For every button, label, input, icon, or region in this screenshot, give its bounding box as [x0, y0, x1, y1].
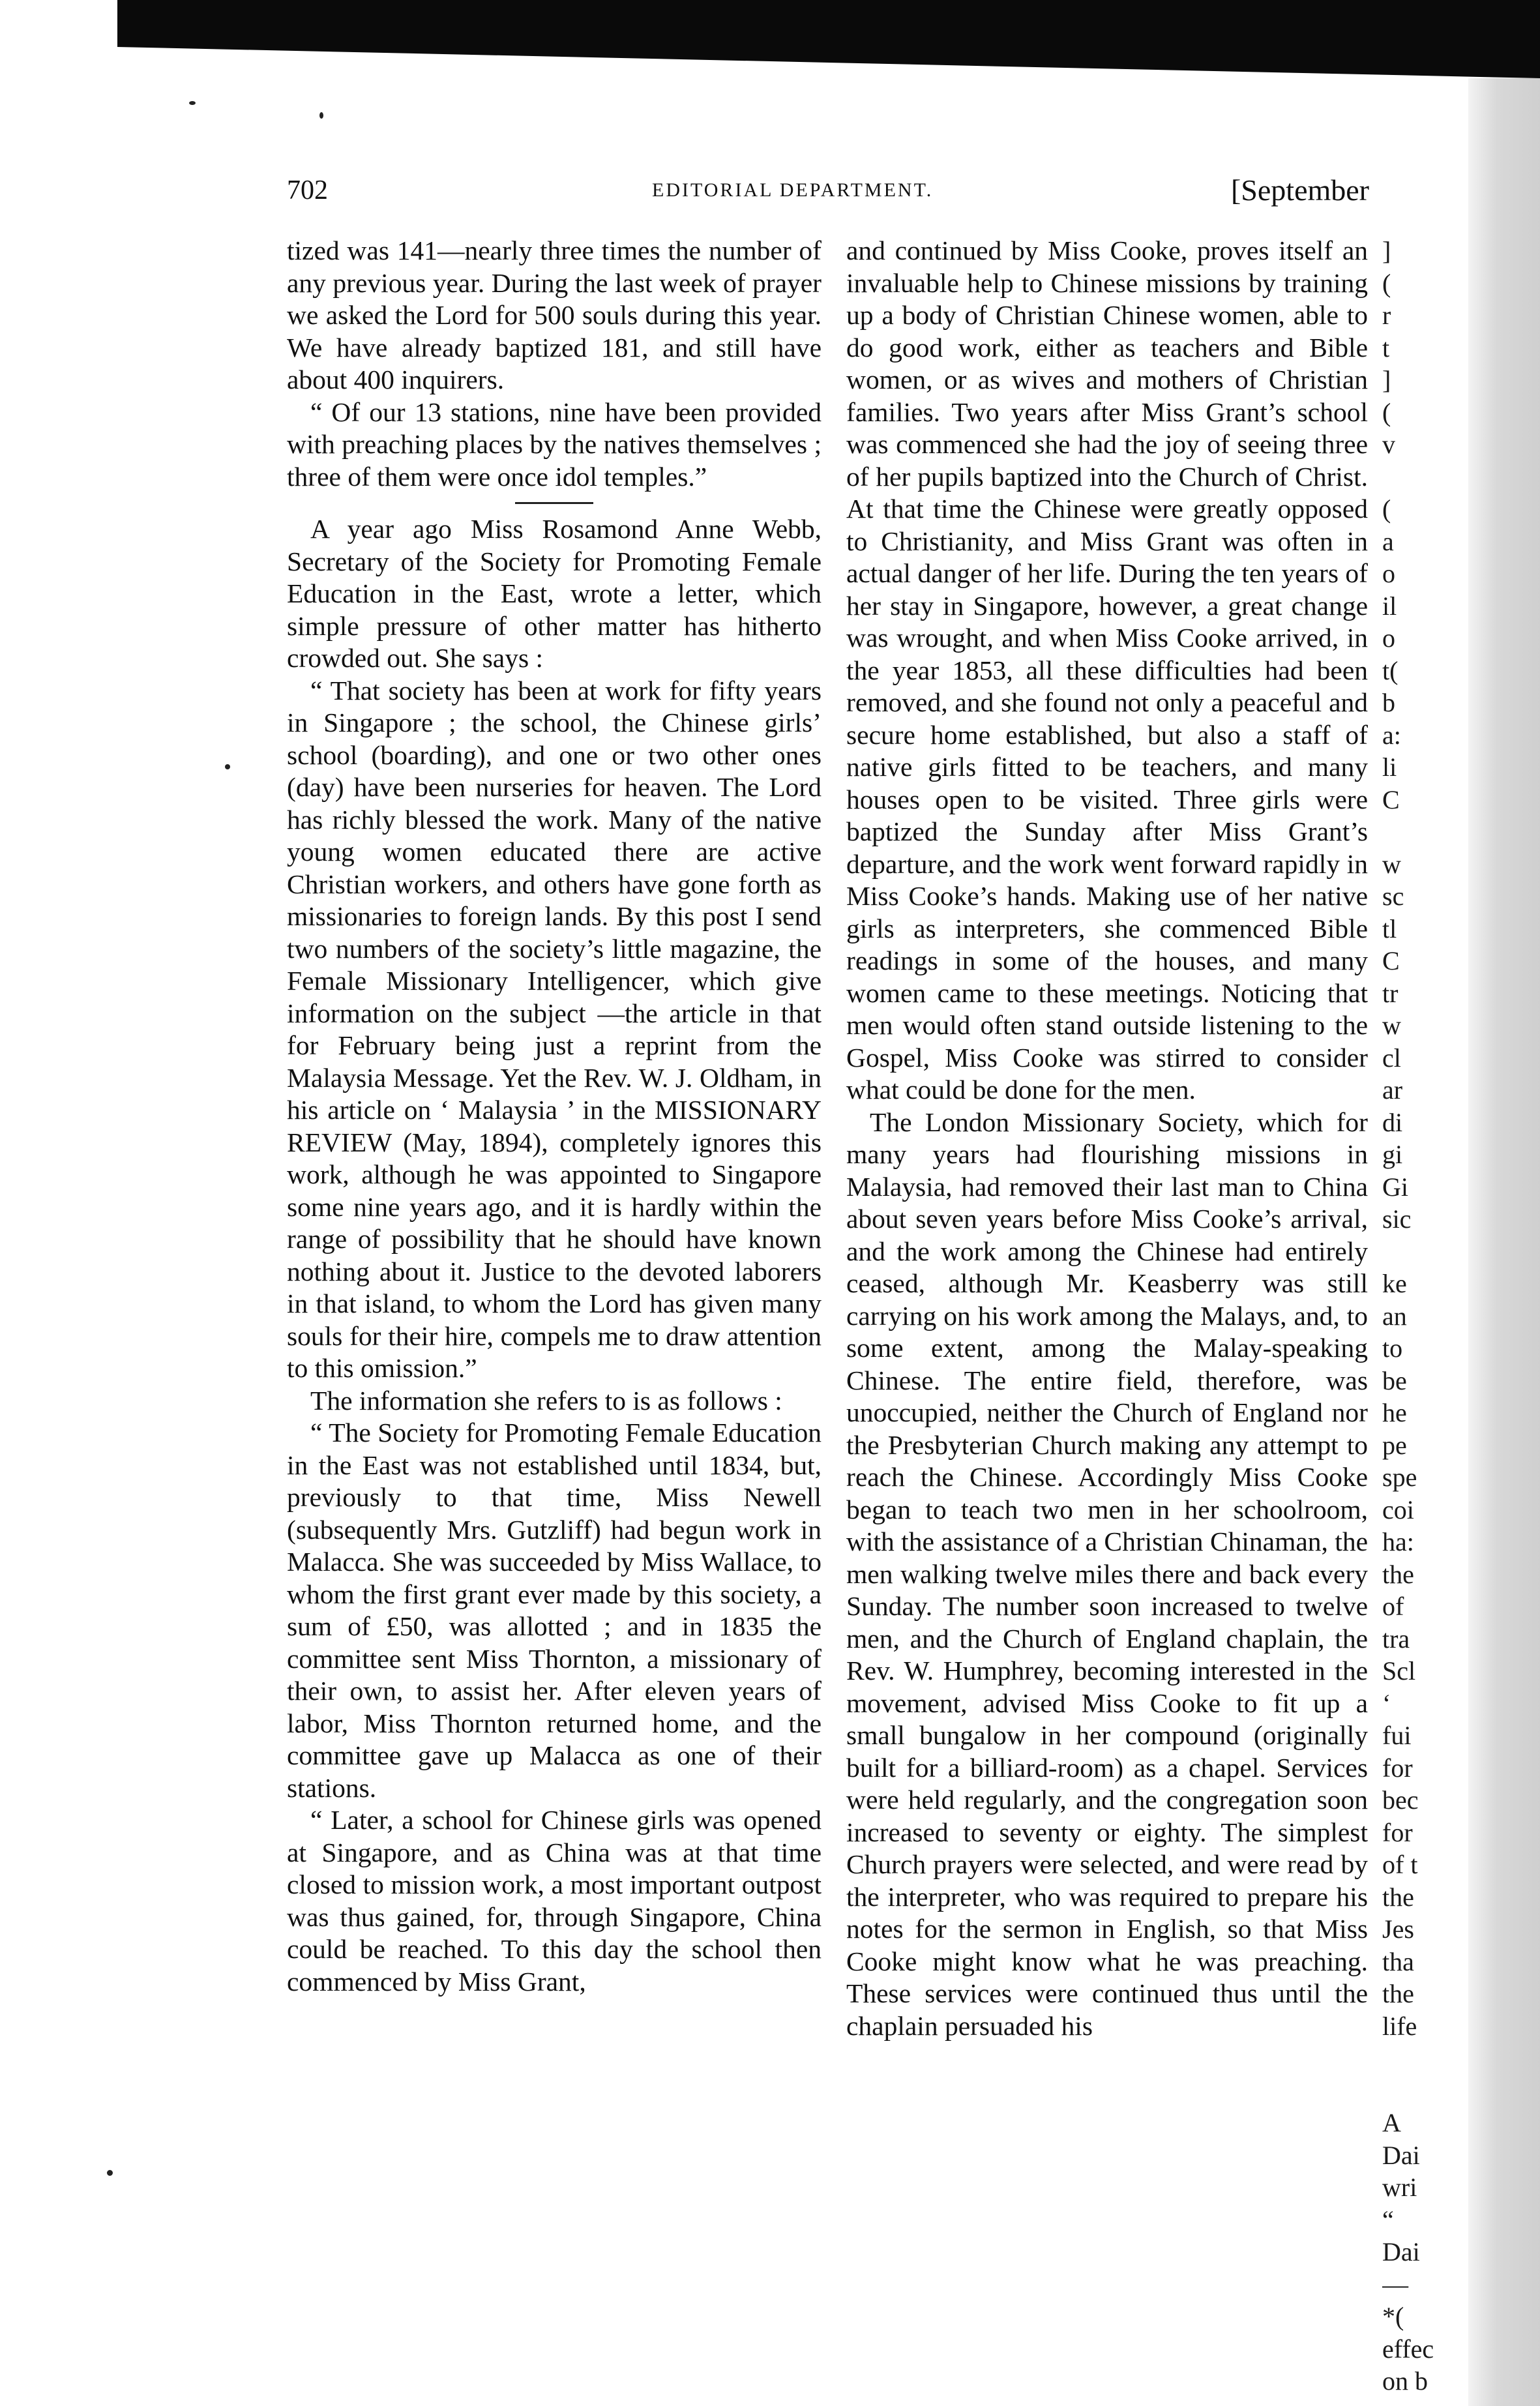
margin-fragment: ke — [1382, 1269, 1407, 1298]
scan-speck — [189, 101, 196, 105]
margin-fragment: the — [1382, 1979, 1414, 2008]
margin-fragment: bec — [1382, 1785, 1419, 1815]
paragraph: The information she refers to is as follows : — [310, 1385, 782, 1416]
margin-fragment: a — [1382, 526, 1394, 556]
margin-fragment: w — [1382, 849, 1401, 879]
margin-fragment: tra — [1382, 1624, 1410, 1654]
paragraph: tized was 141—nearly three times the number of any previous year. During the last week of prayer we asked the Lord for 500 souls during this year. We have already baptized 181, and still have about 400 inquirers. — [287, 235, 822, 394]
margin-fragment: cl — [1382, 1043, 1401, 1073]
facing-page-fragments — [1382, 235, 1460, 2398]
margin-fragment: for — [1382, 1817, 1413, 1847]
margin-fragment: di — [1382, 1107, 1403, 1137]
margin-fragment: w — [1382, 1011, 1401, 1040]
margin-fragment: ar — [1382, 1075, 1403, 1105]
scan-dark-band — [117, 0, 1540, 78]
margin-fragment: — — [1382, 2269, 1408, 2299]
scan-speck — [319, 112, 323, 119]
margin-fragment: Dai — [1382, 2140, 1420, 2170]
margin-fragment: life — [1382, 2011, 1417, 2041]
margin-fragment — [1382, 461, 1460, 494]
margin-fragment: for — [1382, 1753, 1413, 1783]
margin-fragment — [1382, 816, 1460, 848]
margin-fragment: ] — [1382, 236, 1391, 265]
margin-fragment: “ — [1382, 2205, 1394, 2235]
margin-fragment: r — [1382, 301, 1391, 330]
margin-fragment: the — [1382, 1882, 1414, 1912]
margin-fragment: ‘ — [1382, 1688, 1391, 1718]
scan-speck — [107, 2170, 113, 2176]
paragraph: “ The Society for Promoting Female Education in the East was not established until 1834, but, previously to that time, Miss Newell (subsequently Mrs. Gutzliff) had begun work in Malacca. She was succeeded by Miss Wallace, to whom the first grant ever made by this society, a sum of £50, was allotted ; and in 1835 the committee sent Miss Thornton, a missionary of their own, to assist her. After eleven years of labor, Miss Thornton returned home, and the committee gave up Malacca as one of their stations. — [287, 1418, 822, 1803]
margin-fragment: on b — [1382, 2366, 1428, 2396]
right-column — [846, 235, 1368, 2042]
paragraph: “ That society has been at work for fifty years in Singapore ; the school, the Chinese girls’ school (boarding), and one or two other ones (day) have been nurseries for heaven. The Lord has richly blessed the work. Many of the native young women educated there are active Christian workers, and others have gone forth as missionaries to foreign lands. By this post I send two numbers of the society’s little magazine, the Female Missionary Intelligencer, which give information on the subject —the article in that for February being just a reprint from the Malaysia Message. Yet the Rev. W. J. Oldham, in his article on ‘ Malaysia ’ in the MISSIONARY REVIEW (May, 1894), completely ignores this work, although he was appointed to Singapore some nine years ago, and it is hardly within the range of possibility that he should have known nothing about it. Justice to the devoted laborers in that island, to whom the Lord has given many souls for their hire, compels me to draw attention to this omission.” — [287, 675, 822, 1383]
paragraph: “ Of our 13 stations, nine have been provided with preaching places by the natives themselves ; three of them were once idol temples.” — [287, 396, 822, 492]
margin-fragment: ( — [1382, 397, 1391, 427]
page-number: 702 — [287, 175, 328, 205]
facing-page-shadow — [1468, 78, 1540, 2406]
margin-fragment: C — [1382, 946, 1400, 975]
margin-fragment: he — [1382, 1398, 1407, 1427]
margin-fragment: o — [1382, 623, 1395, 653]
margin-fragment: A — [1382, 2108, 1401, 2137]
paragraph: and continued by Miss Cooke, proves itself an invaluable help to Chinese missions by training up a body of Christian Chinese women, able to do good work, either as teachers and Bible women, or as wives and mothers of Christian families. Two years after Miss Grant’s school was commenced she had the joy of seeing three of her pupils baptized into the Church of Christ. At that time the Chinese were greatly opposed to Christianity, and Miss Grant was often in actual danger of her life. During the ten years of her stay in Singapore, however, a great change was wrought, and when Miss Cooke arrived, in the year 1853, all these difficulties had been removed, and she found not only a peaceful and secure home established, but also a staff of native girls fitted to be teachers, and many houses open to be visited. Three girls were baptized the Sunday after Miss Grant’s departure, and the work went forward rapidly in Miss Cooke’s hands. Making use of her native girls as interpreters, she commenced Bible readings in some of the houses, and many women came to these meetings. Noticing that men would often stand outside listening to the Gospel, Miss Cooke was stirred to consider what could be done for the men. — [846, 235, 1368, 1105]
left-column — [287, 235, 822, 1998]
margin-fragment: coi — [1382, 1494, 1414, 1524]
margin-fragment: il — [1382, 591, 1397, 621]
section-divider — [515, 502, 593, 504]
margin-fragment: spe — [1382, 1463, 1417, 1492]
scan-top-margin — [0, 0, 1540, 98]
margin-fragment: wri — [1382, 2173, 1417, 2202]
margin-fragment: an — [1382, 1301, 1407, 1331]
margin-fragment: gi — [1382, 1140, 1403, 1169]
margin-fragment: be — [1382, 1365, 1407, 1395]
margin-fragment: tl — [1382, 913, 1397, 943]
paragraph: The London Missionary Society, which for many years had flourishing missions in Malaysia, had removed their last man to China about seven years before Miss Cooke’s arrival, and the work among the Chinese had entirely ceased, although Mr. Keasberry was still carrying on his work among the Malays, and, to some extent, among the Malay-speaking Chinese. The entire field, therefore, was unoccupied, neither the Church of England nor the Presbyterian Church making any attempt to reach the Chinese. Accordingly Miss Cooke began to teach two men in her schoolroom, with the assistance of a Christian Chinaman, the men walking twelve miles there and back every Sunday. The number soon increased to twelve men, and the Church of England chaplain, the Rev. W. Humphrey, becoming interested in the movement, advised Miss Cooke to fit up a small bungalow in her compound (originally built for a billiard-room) as a chapel. Services were held regularly, and the congregation soon increased to seventy or eighty. The simplest Church prayers were selected, and were read by the interpreter, who was required to prepare his notes for the sermon in English, so that Miss Cooke might know what he was preaching. These services were continued thus until the chaplain persuaded his — [846, 1106, 1368, 2041]
margin-fragment: li — [1382, 752, 1397, 782]
scan-speck — [225, 764, 230, 769]
margin-fragment: t — [1382, 333, 1390, 363]
margin-fragment: pe — [1382, 1430, 1407, 1460]
margin-fragment: tha — [1382, 1946, 1414, 1976]
margin-fragment: to — [1382, 1333, 1403, 1363]
margin-fragment: t( — [1382, 655, 1399, 685]
margin-fragment — [1382, 2042, 1460, 2075]
margin-fragment: of — [1382, 1592, 1404, 1621]
margin-fragment — [1382, 1236, 1460, 1268]
paragraph: A year ago Miss Rosamond Anne Webb, Secretary of the Society for Promoting Female Education in the East, wrote a letter, which simple pressure of other matter has hitherto crowded out. She says : — [287, 514, 822, 673]
margin-fragment: effec — [1382, 2334, 1434, 2364]
margin-fragment: ( — [1382, 268, 1391, 298]
margin-fragment: sic — [1382, 1204, 1412, 1234]
paragraph: “ Later, a school for Chinese girls was opened at Singapore, and as China was at that time closed to mission work, a most important outpost was thus gained, for, through Singapore, China could be reached. To this day the school then commenced by Miss Grant, — [287, 1805, 822, 1997]
margin-fragment: ha: — [1382, 1527, 1414, 1556]
running-month: [September — [1230, 173, 1369, 207]
margin-fragment: b — [1382, 688, 1395, 717]
margin-fragment: Jes — [1382, 1914, 1414, 1944]
page-header — [287, 171, 1369, 210]
margin-fragment: a: — [1382, 720, 1401, 750]
margin-fragment — [1382, 2075, 1460, 2107]
margin-fragment: *( — [1382, 2302, 1404, 2331]
margin-fragment: the — [1382, 1559, 1414, 1589]
margin-fragment: Scl — [1382, 1656, 1416, 1686]
margin-fragment: ( — [1382, 494, 1391, 524]
running-title: EDITORIAL DEPARTMENT. — [652, 179, 934, 201]
margin-fragment: sc — [1382, 882, 1404, 911]
margin-fragment: v — [1382, 430, 1395, 459]
margin-fragment: ] — [1382, 365, 1391, 394]
margin-fragment: of t — [1382, 1850, 1418, 1879]
margin-fragment: C — [1382, 784, 1400, 814]
margin-fragment: Gi — [1382, 1172, 1408, 1202]
margin-fragment: Dai — [1382, 2237, 1420, 2266]
margin-fragment: tr — [1382, 978, 1399, 1008]
margin-fragment: fui — [1382, 1721, 1412, 1750]
margin-fragment: o — [1382, 559, 1395, 588]
